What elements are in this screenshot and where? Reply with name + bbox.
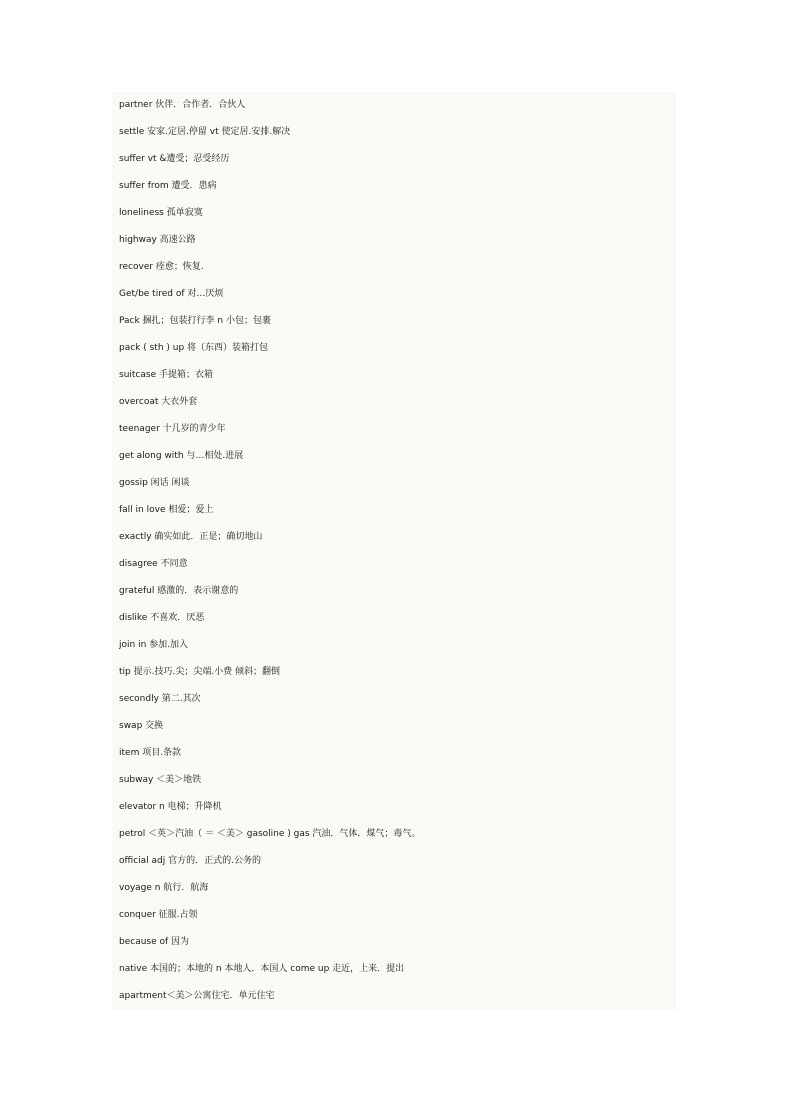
vocab-entry: suffer from 遭受．患病 <box>119 181 217 191</box>
vocab-entry: overcoat 大衣外套 <box>119 397 198 407</box>
vocab-entry: exactly 确实如此．正是；确切地山 <box>119 532 263 542</box>
vocab-entry: grateful 感激的．表示谢意的 <box>119 586 239 596</box>
vocab-entry: pack ( sth ) up 将（东西）装箱打包 <box>119 343 269 353</box>
vocab-entry: recover 痊愈；恢复. <box>119 262 204 272</box>
vocab-entry: join in 参加.加入 <box>119 640 188 650</box>
vocab-entry: get along with 与…相处.进展 <box>119 451 244 461</box>
vocab-entry: fall in love 相爱；爱上 <box>119 505 214 515</box>
vocab-entry: petrol ＜英＞汽油（ ＝ ＜美＞ gasoline ) gas 汽油．气体．煤气；毒气。 <box>119 829 421 839</box>
vocab-entry: dislike 不喜欢．厌恶 <box>119 613 205 623</box>
vocab-entry: item 项目.条款 <box>119 748 182 758</box>
vocab-entry: Get/be tired of 对…厌烦 <box>119 289 224 299</box>
vocab-entry: subway ＜美＞地铁 <box>119 775 202 785</box>
vocab-entry: apartment＜美＞公寓住宅．单元住宅 <box>119 991 275 1001</box>
vocab-entry: conquer 征服.占领 <box>119 910 198 920</box>
vocabulary-list <box>119 98 669 1016</box>
vocab-entry: teenager 十几岁的青少年 <box>119 424 226 434</box>
vocab-entry: loneliness 孤单寂寞 <box>119 208 203 218</box>
vocab-entry: tip 提示.技巧.尖；尖端.小费 倾斜；翻倒 <box>119 667 281 677</box>
vocab-entry: highway 高速公路 <box>119 235 196 245</box>
vocab-entry: official adj 官方的．正式的.公务的 <box>119 856 261 866</box>
vocab-entry: Pack 捆扎；包装打行李 n 小包；包裹 <box>119 316 271 326</box>
vocab-entry: because of 因为 <box>119 937 190 947</box>
vocab-entry: settle 安家.定居.停留 vt 使定居.安排.解决 <box>119 127 291 137</box>
vocab-entry: gossip 闲话 闲谈 <box>119 478 190 488</box>
vocab-entry: swap 交换 <box>119 721 164 731</box>
vocab-entry: partner 伙伴．合作者．合伙人 <box>119 100 246 110</box>
vocab-entry: disagree 不同意 <box>119 559 188 569</box>
vocab-entry: suitcase 手提箱；衣箱 <box>119 370 213 380</box>
vocab-entry: native 本国的；本地的 n 本地人．本国人 come up 走近，上来．提出 <box>119 964 405 974</box>
vocab-entry: voyage n 航行．航海 <box>119 883 209 893</box>
vocab-entry: secondly 第二.其次 <box>119 694 201 704</box>
vocab-entry: suffer vt &遭受；忍受经历 <box>119 154 230 164</box>
vocab-entry: elevator n 电梯；升降机 <box>119 802 222 812</box>
